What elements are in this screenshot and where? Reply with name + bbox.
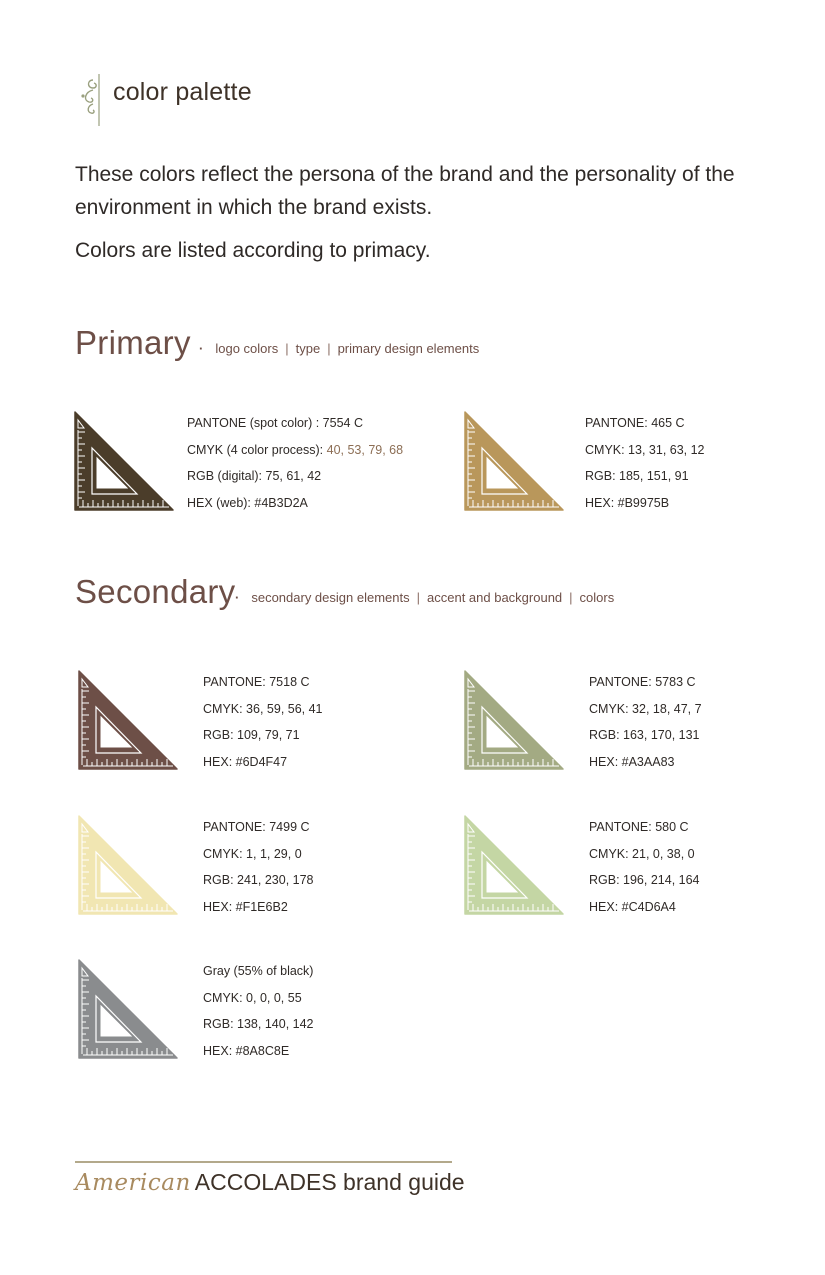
secondary-heading: Secondary — [75, 573, 236, 610]
bullet-icon: · — [199, 341, 204, 356]
color-spec — [589, 814, 700, 921]
hex-line: HEX: #C4D6A4 — [589, 900, 676, 915]
primary-heading: Primary — [75, 324, 191, 361]
page-title: color palette — [113, 78, 252, 106]
ornament-icon — [77, 72, 103, 128]
rgb-line: RGB: 138, 140, 142 — [203, 1017, 314, 1032]
color-spec — [203, 669, 323, 776]
cmyk-line: CMYK: 1, 1, 29, 0 — [203, 846, 302, 861]
secondary-tag-2: accent and background — [427, 590, 563, 605]
hex-line: HEX: #B9975B — [585, 496, 670, 511]
rgb-line: RGB (digital): 75, 61, 42 — [187, 469, 322, 484]
cmyk-line: CMYK: 0, 0, 0, 55 — [203, 990, 302, 1005]
pantone-line: PANTONE (spot color) : 7554 C — [187, 416, 363, 430]
primary-tag-3: primary design elements — [337, 341, 480, 356]
footer — [75, 1169, 465, 1196]
separator: | — [285, 341, 289, 356]
pantone-line: PANTONE: 465 C — [585, 416, 685, 430]
color-spec — [203, 814, 314, 921]
rgb-line: RGB: 109, 79, 71 — [203, 728, 300, 743]
secondary-tags — [235, 590, 614, 605]
swatch-triangle-icon — [73, 410, 175, 512]
intro-paragraph-2: Colors are listed according to primacy. — [75, 239, 431, 262]
cmyk-line: CMYK: 13, 31, 63, 12 — [585, 442, 705, 457]
primary-tag-1: logo colors — [215, 341, 279, 356]
footer-brand: ACCOLADES brand guide — [194, 1169, 465, 1195]
hex-line: HEX: #F1E6B2 — [203, 900, 288, 915]
swatch-triangle-icon — [77, 814, 179, 916]
secondary-tag-1: secondary design elements — [251, 590, 410, 605]
intro-text — [75, 158, 755, 267]
swatch-triangle-icon — [463, 669, 565, 771]
color-spec — [585, 410, 705, 517]
pantone-line: PANTONE: 580 C — [589, 820, 689, 834]
hex-line: HEX (web): #4B3D2A — [187, 496, 308, 511]
pantone-line: PANTONE: 7518 C — [203, 675, 310, 689]
swatch-triangle-icon — [77, 669, 179, 771]
rgb-line: RGB: 185, 151, 91 — [585, 469, 689, 484]
pantone-line: PANTONE: 7499 C — [203, 820, 310, 834]
separator: | — [569, 590, 573, 605]
secondary-tag-3: colors — [579, 590, 615, 605]
intro-paragraph-1: These colors reflect the persona of the brand and the personality of the environment in which the brand exists. — [75, 163, 735, 219]
rgb-line: RGB: 163, 170, 131 — [589, 728, 700, 743]
separator: | — [327, 341, 331, 356]
pantone-line: PANTONE: 5783 C — [589, 675, 696, 689]
primary-tag-2: type — [295, 341, 321, 356]
cmyk-line: CMYK: 36, 59, 56, 41 — [203, 701, 323, 716]
gray-label-line: Gray (55% of black) — [203, 964, 314, 978]
swatch-triangle-icon — [463, 814, 565, 916]
primary-tags — [199, 341, 479, 356]
bullet-icon: · — [235, 590, 240, 605]
rgb-line: RGB: 241, 230, 178 — [203, 873, 314, 888]
rgb-line: RGB: 196, 214, 164 — [589, 873, 700, 888]
color-spec — [187, 410, 403, 517]
cmyk-line: CMYK (4 color process): 40, 53, 79, 68 — [187, 442, 404, 457]
hex-line: HEX: #6D4F47 — [203, 755, 288, 770]
cmyk-line: CMYK: 32, 18, 47, 7 — [589, 701, 702, 716]
hex-line: HEX: #A3AA83 — [589, 755, 675, 770]
cmyk-line: CMYK: 21, 0, 38, 0 — [589, 846, 695, 861]
swatch-triangle-icon — [463, 410, 565, 512]
color-spec — [203, 958, 314, 1065]
footer-rule — [75, 1161, 452, 1163]
swatch-triangle-icon — [77, 958, 179, 1060]
color-spec — [589, 669, 702, 776]
separator: | — [416, 590, 420, 605]
hex-line: HEX: #8A8C8E — [203, 1044, 290, 1059]
footer-script-wordmark: American — [75, 1170, 191, 1196]
